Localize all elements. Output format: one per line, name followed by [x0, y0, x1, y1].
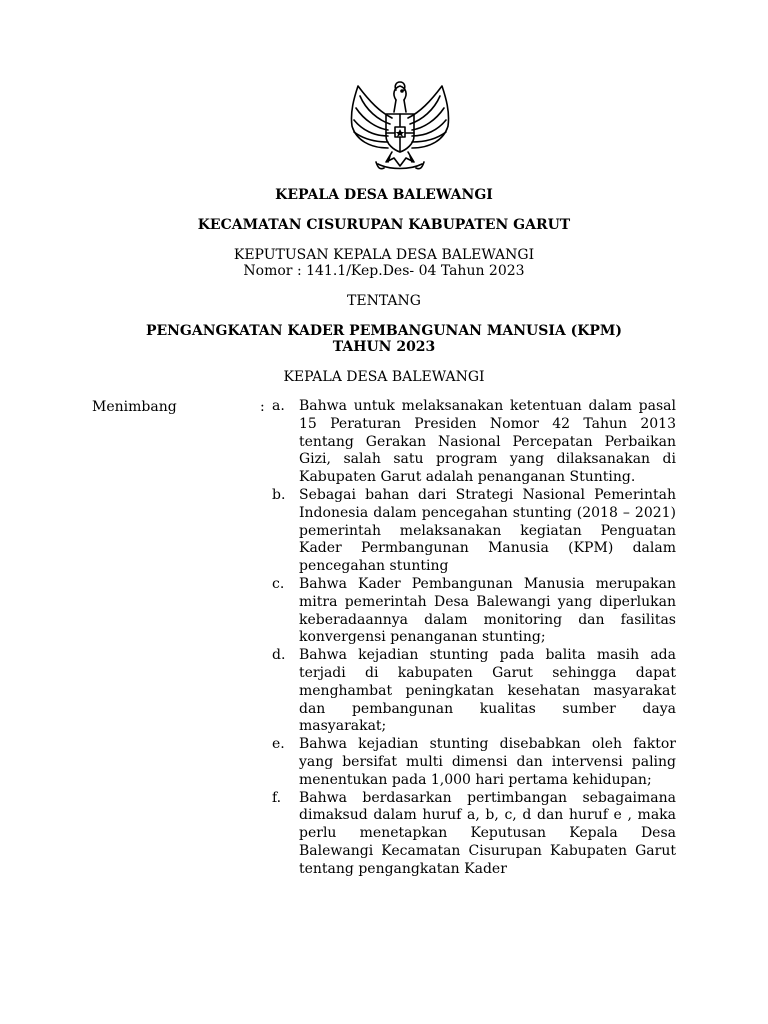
considering-list [272, 398, 676, 879]
considering-item-e [272, 736, 676, 789]
item-text: Bahwa kejadian stunting pada balita masih ada terjadi di kabupaten Garut sehingga dapat menghambat peningkatan kesehatan masyarakat dan pembangunan kualitas sumber daya masyarakat; [299, 647, 676, 735]
village-head-heading: KEPALA DESA BALEWANGI [275, 187, 493, 203]
item-letter: d. [272, 647, 286, 664]
about-label: TENTANG [347, 293, 421, 309]
decree-title: KEPUTUSAN KEPALA DESA BALEWANGI [233, 247, 535, 263]
considering-item-c [272, 576, 676, 647]
considering-item-b [272, 487, 676, 576]
item-letter: b. [272, 486, 286, 503]
considering-label: Menimbang [92, 399, 177, 415]
item-letter: a. [272, 398, 285, 414]
garuda-emblem-icon [340, 78, 460, 174]
item-text: Bahwa Kader Pembangunan Manusia merupakan mitra pemerintah Desa Balewangi yang diperlukan keberadaannya dalam monitoring dan fasilitas konvergensi penanganan stunting; [299, 575, 676, 646]
considering-item-f [272, 790, 676, 879]
considering-item-d [272, 647, 676, 736]
item-letter: c. [272, 575, 285, 592]
considering-item-a [272, 398, 676, 487]
item-text: Sebagai bahan dari Strategi Nasional Pemerintah Indonesia dalam pencegahan stunting (2018 – 2021) pemerintah melaksanakan kegiatan Penguatan Kader Permbangunan Manusia (KPM) dalam pencegahan stunting [299, 486, 676, 575]
considering-colon: : [260, 399, 265, 415]
district-regency-heading: KECAMATAN CISURUPAN KABUPATEN GARUT [197, 217, 571, 233]
decree-subject-line1: PENGANGKATAN KADER PEMBANGUNAN MANUSIA (KPM) [145, 323, 623, 339]
decree-subject-line2: TAHUN 2023 [332, 339, 436, 355]
item-text: Bahwa berdasarkan pertimbangan sebagaimana dimaksud dalam huruf a, b, c, d dan huruf e , maka perlu menetapkan Keputusan Kepala Desa Balewangi Kecamatan Cisurupan Kabupaten Garut tentang pengangkatan Kader [299, 789, 676, 877]
issuer-heading: KEPALA DESA BALEWANGI [283, 369, 485, 385]
item-text: Bahwa kejadian stunting disebabkan oleh faktor yang bersifat multi dimensi dan intervensi paling menentukan pada 1,000 hari pertama kehidupan; [299, 736, 676, 788]
item-text: Bahwa untuk melaksanakan ketentuan dalam pasal 15 Peraturan Presiden Nomor 42 Tahun 2013 tentang Gerakan Nasional Percepatan Perbaikan Gizi, salah satu program yang dilaksanakan di Kabupaten Garut adalah penanganan Stunting. [299, 398, 676, 486]
item-letter: f. [272, 789, 282, 806]
decree-number: Nomor : 141.1/Kep.Des- 04 Tahun 2023 [243, 263, 525, 279]
item-letter: e. [272, 736, 285, 753]
